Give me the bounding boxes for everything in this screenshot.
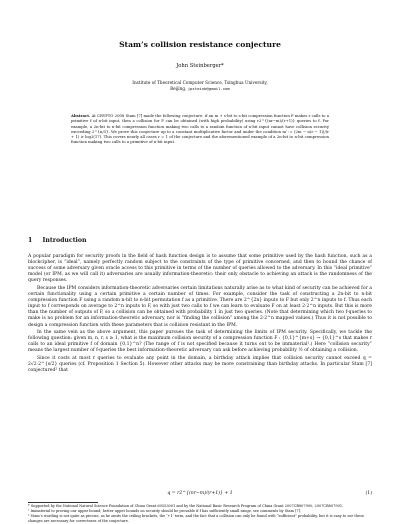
author-name: John Steinberger* [176,63,224,69]
section-title: Introduction [42,237,87,244]
section-number: 1 [28,237,33,244]
paragraph: In the same vein as the above argument, this paper pursues the task of determining the limits of IPM security. Specifically, we tackle the following question: given m, n, r, s ≥ 1, what is the maximum collision security of a compression function F : {0,1}^{m+s} → {0,1}^s that makes r calls to an ideal primitive f of domain {0,1}^n? (The range of f is not specified because it turns out to be immaterial¹.) Here “collision security” means the largest number of f-queries the best information-theoretic adversary can ask before achieving probability ½ of obtaining a collision. [28,330,372,354]
affiliation-line-2 [0,86,400,92]
affiliation-city: Beijing, [170,85,187,91]
paper-title: Stam’s collision resistance conjecture [119,40,281,49]
affiliation [0,80,400,91]
footnote: * Supported by the National Natural Science Foundation of China Grant 60553001 and by the National Basic Research Program of China Grant 2007CB807900, 2007CB807901. [28,504,344,508]
affiliation-line-1: Institute of Theoretical Computer Science, Tsinghua University, [132,80,268,85]
equation-number: (1) [365,491,372,496]
footnote: ¹ Immaterial to proving our upper bound; better upper bounds on security should be provable if f has sufficiently small range, see comments by Stam [7]. [28,509,302,514]
body-text [28,254,372,376]
section-heading [28,237,87,244]
author-email: jpsteinb@gmail.com [187,85,230,91]
footnotes [28,504,372,524]
equation-text: q = r2^{(nr−m)/(r+1)} + 1 [167,491,233,496]
paragraph: A popular paradigm for security proofs in the field of hash function design is to assume that some primitive used by the hash function, such as a blockcipher, is “ideal”, namely perfectly random subject to the constraints of the type of primitive concerned, and then to bound the chance of success of some adversary given oracle access to this primitive in terms of the number of queries allowed to the adversary. In this “ideal primitive” model (or IPM, as we will call it) adversaries are usually information-theoretic: their only obstacle to achieving an attack is the randomness of the query responses. [28,254,372,284]
footnote-rule [28,502,98,503]
equation-1 [28,491,372,498]
abstract [71,113,329,145]
abstract-text: At CRYPTO 2008 Stam [7] made the following conjecture: if an m + s-bit to s-bit compression function F makes r calls to a primitive f of n-bit input, then a collision for F can be obtained (with high probability) using r2^{(nr−m)/(r+1)} queries to f. For example, a 2n-bit to n-bit compression function making two calls to a random function of n-bit input cannot have collision security exceeding 2^{n/3}. We prove this conjecture up to a constant multiplicative factor and under the condition m′ := (2m − n(r − 1))/(r + 1) ≥ log2(17). This covers nearly all cases r = 1 of the conjecture and the aforementioned example of a 2n-bit to n-bit compression function making two calls to a primitive of n-bit input. [71,113,329,145]
footnote: ² Stam’s wording is not quite as precise, as he omits the ceiling brackets, the ‘+1’ term, and the fact that a collision can only be found with “sufficient” probability, but it is easy to see these changes are necessary for correctness of the conjecture. [28,514,364,523]
abstract-label: Abstract. [71,113,91,118]
paragraph: Because the IPM considers information-theoretic adversaries certain limitations naturally arise as to what kind of security can be achieved for a certain functionality using a certain primitive a certain number of times. For example, consider the task of constructing a 2n-bit to n-bit compression function F using a random n-bit to n-bit permutation f as a primitive. There are 2^{2n} inputs to F but only 2^n inputs to f. Thus each input to f corresponds on average to 2^n inputs to F, so with just two calls to f we can learn to evaluate F on at least 2·2^n inputs. But this is more than the number of outputs of F, so a collision can be obtained with probability 1 in just two queries. (Note that determining which two f-queries to make is no problem for an information-theoretic adversary, nor is “finding the collision” among the 2·2^n mapped values.) Thus it is not possible to design a compression function with these parameters that is collision resistant in the IPM. [28,285,372,328]
paragraph: Since it costs at most r queries to evaluate any point in the domain, a birthday attack implies that collision security cannot exceed q = 2√2·2^{s/2} queries (cf. Proposition 1 Section 5). However other attacks may be more constraining than birthday attacks. In particular Stam [7] conjectured² that [28,356,372,374]
